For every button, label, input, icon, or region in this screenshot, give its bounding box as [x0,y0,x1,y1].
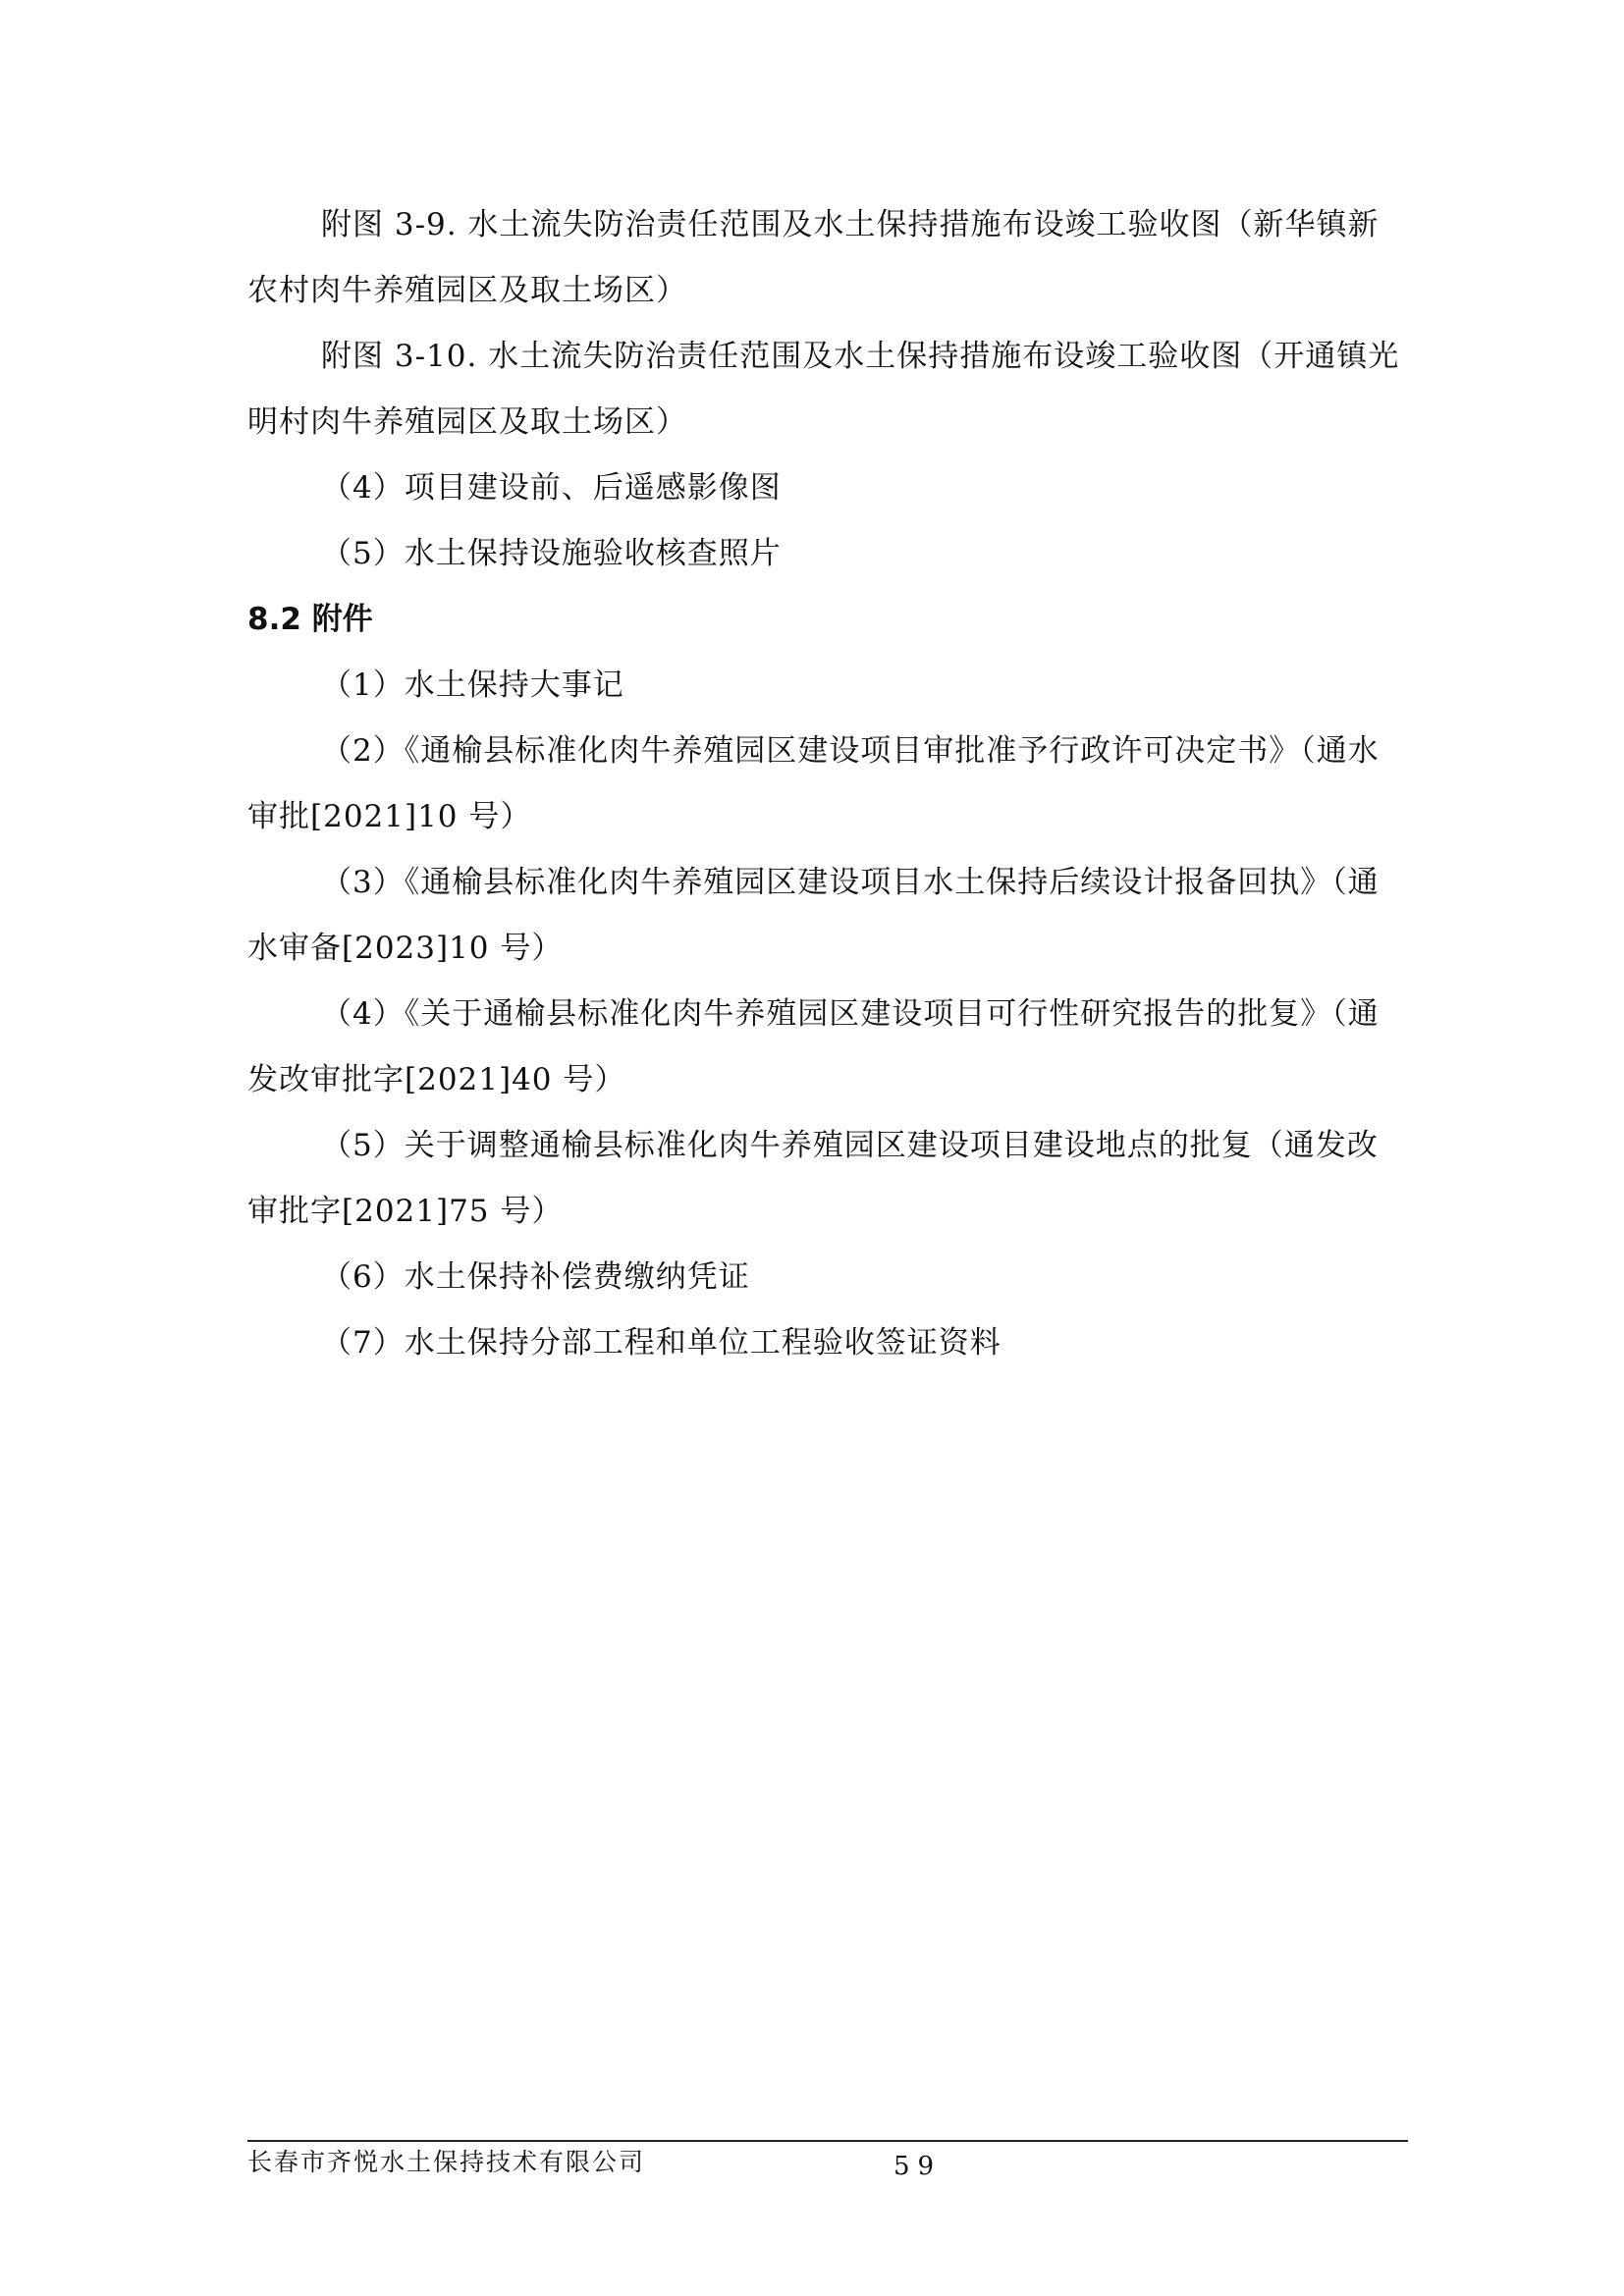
section-heading: 8.2 附件 [247,602,373,637]
document-body [247,192,1408,1376]
attachment-item-4: （4）《关于通榆县标准化肉牛养殖园区建设项目可行性研究报告的批复》（通发改审批字[2021]40 号） [247,996,1380,1097]
footer-company: 长春市齐悦水土保持技术有限公司 [247,2148,646,2176]
page-number: 59 [893,2152,943,2181]
figure-item-photos: （5）水土保持设施验收核查照片 [321,536,782,571]
figure-item-3-10: 附图 3-10. 水土流失防治责任范围及水土保持措施布设竣工验收图（开通镇光明村肉牛养殖园区及取土场区） [247,339,1400,440]
attachment-item-1: （1）水土保持大事记 [321,667,624,703]
figure-item-3-9: 附图 3-9. 水土流失防治责任范围及水土保持措施布设竣工验收图（新华镇新农村肉牛养殖园区及取土场区） [247,207,1380,308]
attachment-item-2: （2）《通榆县标准化肉牛养殖园区建设项目审批准予行政许可决定书》（通水审批[2021]10 号） [247,733,1380,834]
attachment-item-6: （6）水土保持补偿费缴纳凭证 [321,1259,750,1295]
footer-divider [247,2140,1408,2142]
attachment-item-3: （3）《通榆县标准化肉牛养殖园区建设项目水土保持后续设计报备回执》（通水审备[2023]10 号） [247,865,1380,966]
figure-item-remote-sensing: （4）项目建设前、后遥感影像图 [321,470,782,506]
attachment-item-5: （5）关于调整通榆县标准化肉牛养殖园区建设项目建设地点的批复（通发改审批字[2021]75 号） [247,1128,1379,1229]
attachment-item-7: （7）水土保持分部工程和单位工程验收签证资料 [321,1325,1001,1361]
